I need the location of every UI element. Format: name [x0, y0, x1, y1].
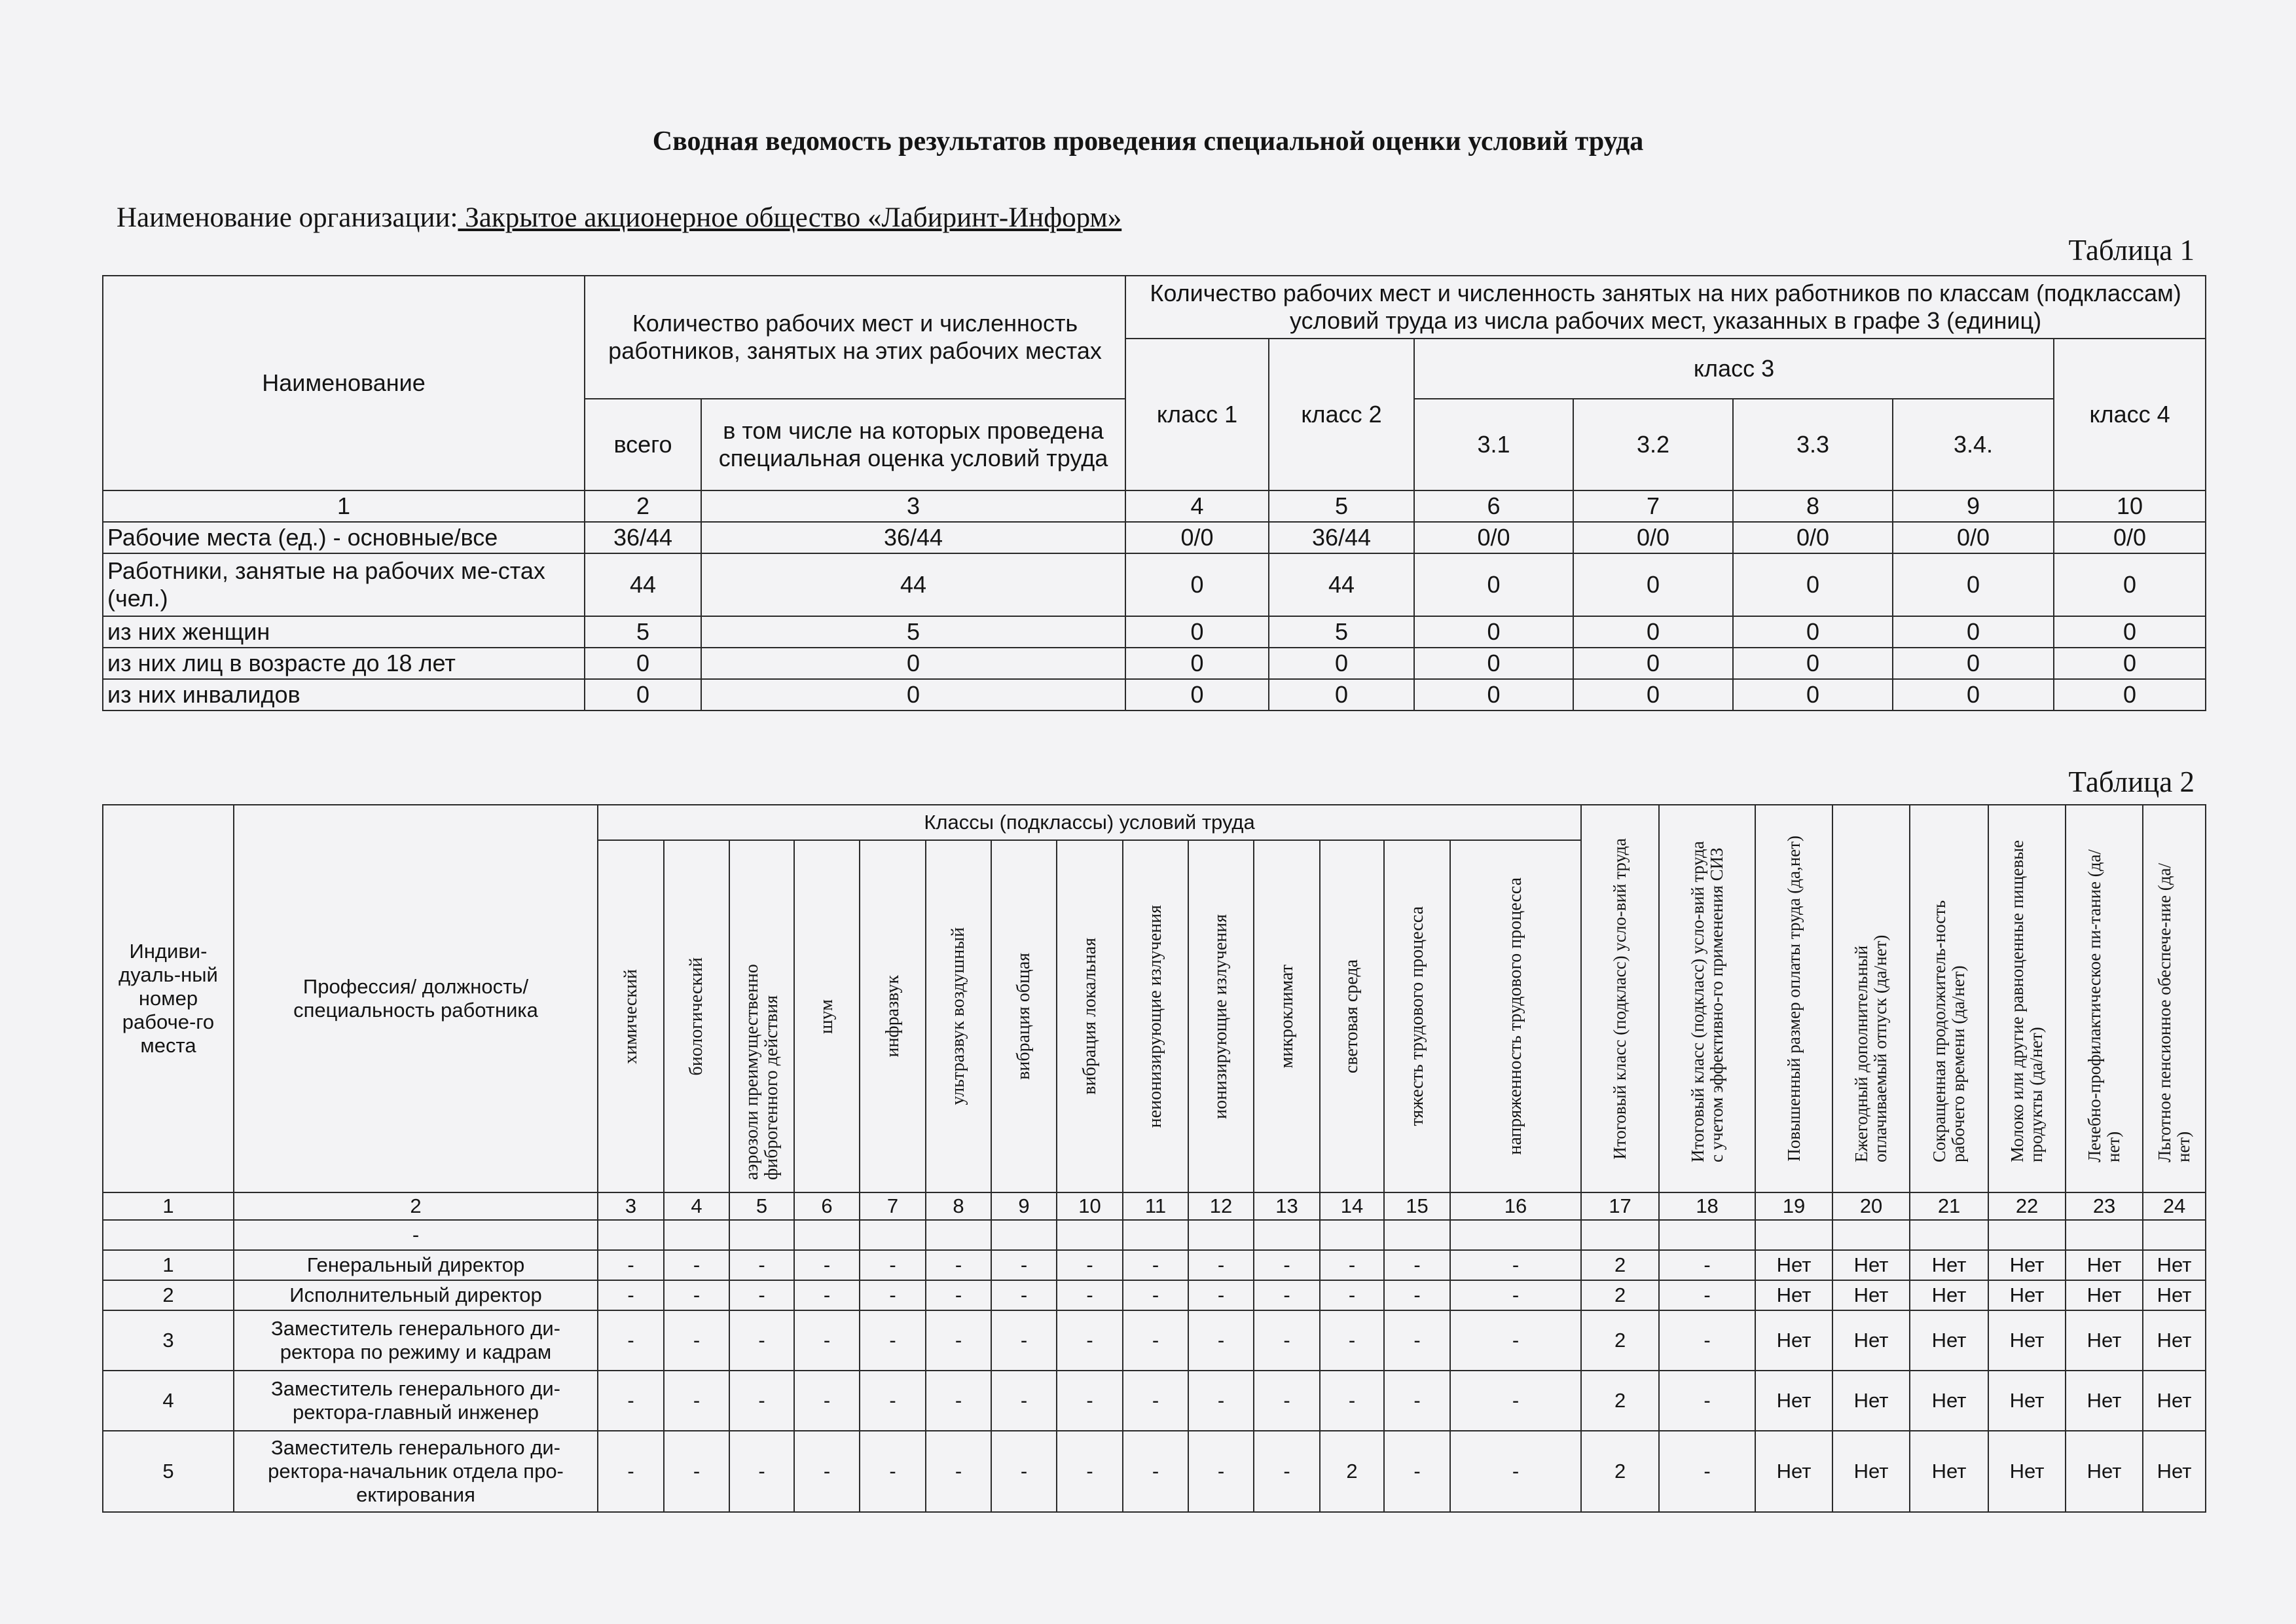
class-value: Нет [1832, 1431, 1910, 1512]
class-value: - [1659, 1371, 1755, 1431]
column-number: 15 [1384, 1192, 1450, 1220]
column-number: 13 [1254, 1192, 1320, 1220]
column-number: 4 [664, 1192, 729, 1220]
class-value: - [729, 1280, 794, 1310]
column-number: 2 [585, 490, 701, 522]
class-value: - [598, 1310, 664, 1371]
row-value: 0 [1414, 553, 1573, 616]
header-workplace-count: Количество рабочих мест и численность работников, занятых на этих рабочих местах [585, 276, 1125, 399]
section-empty [1450, 1220, 1581, 1250]
class-value: - [1188, 1371, 1254, 1431]
class-value: - [794, 1280, 860, 1310]
class-value: - [598, 1250, 664, 1280]
class-value: - [598, 1280, 664, 1310]
class-value: - [860, 1371, 926, 1431]
factor-header: аэрозоли преимущественно фиброгенного действия [729, 840, 794, 1192]
section-empty [1910, 1220, 1988, 1250]
table-row [103, 1310, 2206, 1371]
class-value: - [1057, 1371, 1123, 1431]
factor-header: вибрация локальная [1057, 840, 1123, 1192]
class-value: - [1659, 1310, 1755, 1371]
workplace-number: 5 [103, 1431, 234, 1512]
row-value: 0 [1893, 616, 2054, 648]
row-value: 0 [1573, 616, 1733, 648]
row-value: 0 [1733, 648, 1893, 679]
workplace-number: 1 [103, 1250, 234, 1280]
header-subclass-3-1: 3.1 [1414, 399, 1573, 490]
class-value: - [598, 1431, 664, 1512]
table-row [103, 522, 2206, 553]
section-empty [2066, 1220, 2143, 1250]
class-value: Нет [1910, 1431, 1988, 1512]
factor-header: тяжесть трудового процесса [1384, 840, 1450, 1192]
class-value: - [598, 1371, 664, 1431]
class-value: - [991, 1280, 1057, 1310]
class-value: - [1254, 1310, 1320, 1371]
section-empty [664, 1220, 729, 1250]
workplace-number: 4 [103, 1371, 234, 1431]
section-empty [1832, 1220, 1910, 1250]
class-value: Нет [2066, 1431, 2143, 1512]
column-number: 7 [860, 1192, 926, 1220]
class-value: - [1659, 1250, 1755, 1280]
class-value: Нет [1910, 1280, 1988, 1310]
section-empty [729, 1220, 794, 1250]
class-value: - [1123, 1280, 1188, 1310]
class-value: - [1320, 1280, 1384, 1310]
profession-name: Заместитель генерального ди-ректора по режиму и кадрам [234, 1310, 598, 1371]
class-value: - [1450, 1280, 1581, 1310]
class-value: - [729, 1250, 794, 1280]
section-empty [1755, 1220, 1832, 1250]
class-value: - [1057, 1431, 1123, 1512]
section-empty [926, 1220, 991, 1250]
class-value: Нет [1832, 1250, 1910, 1280]
class-value: - [1384, 1431, 1450, 1512]
row-value: 5 [585, 616, 701, 648]
column-number: 1 [103, 490, 585, 522]
class-value: Нет [1988, 1310, 2066, 1371]
class-value: - [991, 1310, 1057, 1371]
class-value: - [1123, 1310, 1188, 1371]
class-value: - [926, 1280, 991, 1310]
row-label: Работники, занятые на рабочих ме-стах (чел.) [103, 553, 585, 616]
row-label: Рабочие места (ед.) - основные/все [103, 522, 585, 553]
class-value: - [664, 1310, 729, 1371]
class-value: - [1254, 1371, 1320, 1431]
section-empty [1320, 1220, 1384, 1250]
factor-header: вибрация общая [991, 840, 1057, 1192]
table-row [103, 1280, 2206, 1310]
table-row [103, 553, 2206, 616]
header-profession: Профессия/ должность/ специальность работника [234, 805, 598, 1192]
section-empty [2143, 1220, 2206, 1250]
row-value: 0 [585, 648, 701, 679]
row-value: 44 [585, 553, 701, 616]
class-value: - [1384, 1371, 1450, 1431]
header-total: всего [585, 399, 701, 490]
organization-label: Наименование организации: [117, 202, 458, 233]
class-value: - [664, 1250, 729, 1280]
class-value: - [794, 1431, 860, 1512]
class-value: - [860, 1250, 926, 1280]
class-value: 2 [1581, 1310, 1659, 1371]
row-value: 5 [701, 616, 1125, 648]
class-value: Нет [1755, 1250, 1832, 1280]
row-value: 36/44 [701, 522, 1125, 553]
row-value: 0/0 [1125, 522, 1269, 553]
class-value: - [1123, 1371, 1188, 1431]
section-empty [598, 1220, 664, 1250]
table-row [103, 1250, 2206, 1280]
class-value: Нет [2143, 1280, 2206, 1310]
class-value: - [1384, 1250, 1450, 1280]
row-value: 0 [1893, 648, 2054, 679]
row-value: 0 [1269, 648, 1414, 679]
header-pension: Льготное пенсионное обеспече-ние (да/нет) [2143, 805, 2206, 1192]
row-value: 0 [2054, 648, 2206, 679]
section-empty [1188, 1220, 1254, 1250]
column-number: 9 [991, 1192, 1057, 1220]
class-value: Нет [2143, 1431, 2206, 1512]
class-value: - [1659, 1431, 1755, 1512]
class-value: - [1188, 1280, 1254, 1310]
class-value: Нет [2143, 1310, 2206, 1371]
profession-name: Заместитель генерального ди-ректора-главный инженер [234, 1371, 598, 1431]
header-therapeutic-nutrition: Лечебно-профилактическое пи-тание (да/нет) [2066, 805, 2143, 1192]
class-value: - [1057, 1280, 1123, 1310]
section-empty [1254, 1220, 1320, 1250]
class-value: 2 [1581, 1250, 1659, 1280]
class-value: - [1384, 1310, 1450, 1371]
class-value: - [1320, 1310, 1384, 1371]
row-value: 0 [1733, 679, 1893, 710]
class-value: Нет [1988, 1371, 2066, 1431]
class-value: - [991, 1371, 1057, 1431]
column-number: 6 [1414, 490, 1573, 522]
profession-name: Заместитель генерального ди-ректора-начальник отдела про-ектирования [234, 1431, 598, 1512]
row-value: 0 [1125, 616, 1269, 648]
column-number: 20 [1832, 1192, 1910, 1220]
column-number: 8 [1733, 490, 1893, 522]
header-final-class-ppe: Итоговый класс (подкласс) усло-вий труда с учетом эффективно-го применения СИЗ [1659, 805, 1755, 1192]
column-number: 10 [2054, 490, 2206, 522]
column-number: 6 [794, 1192, 860, 1220]
row-value: 0/0 [1414, 522, 1573, 553]
class-value: Нет [2066, 1371, 2143, 1431]
column-number: 11 [1123, 1192, 1188, 1220]
factor-header: неионизирующие излучения [1123, 840, 1188, 1192]
organization-line [117, 202, 1121, 234]
class-value: Нет [1832, 1310, 1910, 1371]
row-value: 0 [2054, 679, 2206, 710]
class-value: Нет [2066, 1310, 2143, 1371]
class-value: - [1254, 1280, 1320, 1310]
row-value: 0 [2054, 553, 2206, 616]
class-value: - [664, 1280, 729, 1310]
class-value: - [1659, 1280, 1755, 1310]
class-value: - [860, 1280, 926, 1310]
class-value: - [1057, 1250, 1123, 1280]
class-value: - [1450, 1250, 1581, 1280]
class-value: Нет [1755, 1431, 1832, 1512]
header-milk: Молоко или другие равноценные пищевые продукты (да/нет) [1988, 805, 2066, 1192]
header-class-1: класс 1 [1125, 339, 1269, 490]
class-value: Нет [1755, 1371, 1832, 1431]
header-subclass-3-4: 3.4. [1893, 399, 2054, 490]
factor-header: инфразвук [860, 840, 926, 1192]
column-number: 5 [729, 1192, 794, 1220]
factor-header: химический [598, 840, 664, 1192]
section-empty [991, 1220, 1057, 1250]
factor-header: напряженность трудового процесса [1450, 840, 1581, 1192]
section-empty [860, 1220, 926, 1250]
row-value: 0 [1733, 553, 1893, 616]
table1-caption: Таблица 1 [2068, 234, 2195, 267]
workplace-table [102, 804, 2206, 1513]
section-empty [794, 1220, 860, 1250]
class-value: Нет [1832, 1280, 1910, 1310]
table-row [103, 616, 2206, 648]
header-reduced-hours: Сокращенная продолжитель-ность рабочего времени (да/нет) [1910, 805, 1988, 1192]
class-value: - [1450, 1431, 1581, 1512]
class-value: - [926, 1310, 991, 1371]
row-value: 5 [1269, 616, 1414, 648]
class-value: - [1320, 1250, 1384, 1280]
row-value: 0 [1733, 616, 1893, 648]
column-number: 14 [1320, 1192, 1384, 1220]
summary-table [102, 275, 2206, 711]
row-label: из них женщин [103, 616, 585, 648]
document-title: Сводная ведомость результатов проведения специальной оценки условий труда [652, 126, 1644, 157]
row-value: 0/0 [1733, 522, 1893, 553]
row-value: 0 [1125, 648, 1269, 679]
class-value: - [926, 1371, 991, 1431]
column-number: 2 [234, 1192, 598, 1220]
section-empty [1988, 1220, 2066, 1250]
class-value: Нет [1988, 1431, 2066, 1512]
row-value: 0 [1414, 679, 1573, 710]
table-row [103, 648, 2206, 679]
class-value: - [1450, 1371, 1581, 1431]
row-value: 44 [701, 553, 1125, 616]
column-number: 17 [1581, 1192, 1659, 1220]
row-value: 0 [2054, 616, 2206, 648]
profession-name: Исполнительный директор [234, 1280, 598, 1310]
class-value: Нет [1832, 1371, 1910, 1431]
class-value: Нет [1755, 1280, 1832, 1310]
class-value: - [1057, 1310, 1123, 1371]
section-row [103, 1220, 2206, 1250]
class-value: - [794, 1310, 860, 1371]
header-assessed: в том числе на которых проведена специальная оценка условий труда [701, 399, 1125, 490]
header-name: Наименование [103, 276, 585, 490]
header-final-class: Итоговый класс (подкласс) усло-вий труда [1581, 805, 1659, 1192]
column-number: 12 [1188, 1192, 1254, 1220]
factor-header: ионизирующие излучения [1188, 840, 1254, 1192]
column-number: 7 [1573, 490, 1733, 522]
row-value: 0 [1414, 616, 1573, 648]
row-value: 0/0 [1893, 522, 2054, 553]
class-value: Нет [1910, 1371, 1988, 1431]
header-class-3: класс 3 [1414, 339, 2054, 399]
row-value: 0 [1893, 553, 2054, 616]
header-subclass-3-2: 3.2 [1573, 399, 1733, 490]
class-value: Нет [2066, 1280, 2143, 1310]
class-value: - [860, 1310, 926, 1371]
class-value: - [1188, 1310, 1254, 1371]
class-value: Нет [1988, 1250, 2066, 1280]
class-value: - [1450, 1310, 1581, 1371]
row-value: 0 [585, 679, 701, 710]
class-value: - [991, 1431, 1057, 1512]
column-number: 18 [1659, 1192, 1755, 1220]
factor-header: биологический [664, 840, 729, 1192]
class-value: Нет [1755, 1310, 1832, 1371]
row-value: 0 [701, 679, 1125, 710]
section-empty [1057, 1220, 1123, 1250]
table-row [103, 1431, 2206, 1512]
row-label: из них лиц в возрасте до 18 лет [103, 648, 585, 679]
column-number: 3 [598, 1192, 664, 1220]
factor-header: световая среда [1320, 840, 1384, 1192]
class-value: - [1123, 1250, 1188, 1280]
class-value: - [794, 1371, 860, 1431]
header-class-2: класс 2 [1269, 339, 1414, 490]
class-value: - [991, 1250, 1057, 1280]
row-value: 0 [1125, 553, 1269, 616]
class-value: - [1254, 1431, 1320, 1512]
class-value: - [729, 1431, 794, 1512]
row-value: 36/44 [585, 522, 701, 553]
class-value: - [926, 1250, 991, 1280]
class-value: Нет [2066, 1250, 2143, 1280]
class-value: Нет [1910, 1310, 1988, 1371]
column-number: 22 [1988, 1192, 2066, 1220]
class-value: - [1188, 1250, 1254, 1280]
column-number: 3 [701, 490, 1125, 522]
column-number: 21 [1910, 1192, 1988, 1220]
class-value: - [1320, 1371, 1384, 1431]
row-value: 0 [1573, 553, 1733, 616]
row-value: 0 [701, 648, 1125, 679]
factor-header: ультразвук воздушный [926, 840, 991, 1192]
row-value: 0 [1269, 679, 1414, 710]
header-class-4: класс 4 [2054, 339, 2206, 490]
class-value: - [729, 1371, 794, 1431]
row-value: 44 [1269, 553, 1414, 616]
class-value: Нет [2143, 1371, 2206, 1431]
column-number: 5 [1269, 490, 1414, 522]
header-extra-leave: Ежегодный дополнительный оплачиваемый отпуск (да/нет) [1832, 805, 1910, 1192]
row-value: 0/0 [1573, 522, 1733, 553]
factor-header: микроклимат [1254, 840, 1320, 1192]
class-value: 2 [1581, 1431, 1659, 1512]
column-number: 4 [1125, 490, 1269, 522]
workplace-number: 3 [103, 1310, 234, 1371]
class-value: - [729, 1310, 794, 1371]
column-number: 8 [926, 1192, 991, 1220]
class-value: - [1254, 1250, 1320, 1280]
header-increased-pay: Повышенный размер оплаты труда (да,нет) [1755, 805, 1832, 1192]
section-empty [1123, 1220, 1188, 1250]
row-value: 0 [1414, 648, 1573, 679]
class-value: - [860, 1431, 926, 1512]
header-subclass-3-3: 3.3 [1733, 399, 1893, 490]
class-value: - [1123, 1431, 1188, 1512]
section-empty [1659, 1220, 1755, 1250]
class-value: 2 [1320, 1431, 1384, 1512]
column-number: 10 [1057, 1192, 1123, 1220]
organization-name: Закрытое акционерное общество «Лабиринт-Информ» [458, 202, 1122, 233]
column-number: 1 [103, 1192, 234, 1220]
factor-header: шум [794, 840, 860, 1192]
header-workplace-id: Индиви-дуаль-ный номер рабоче-го места [103, 805, 234, 1192]
class-value: - [664, 1371, 729, 1431]
section-empty [103, 1220, 234, 1250]
row-value: 0/0 [2054, 522, 2206, 553]
column-number: 24 [2143, 1192, 2206, 1220]
header-class-distribution: Количество рабочих мест и численность занятых на них работников по классам (подклассам) условий труда из числа рабочих мест, указанных в графе 3 (единиц) [1125, 276, 2206, 339]
class-value: 2 [1581, 1371, 1659, 1431]
class-value: - [794, 1250, 860, 1280]
section-empty [1581, 1220, 1659, 1250]
row-value: 0 [1573, 679, 1733, 710]
table2-caption: Таблица 2 [2068, 766, 2195, 798]
row-value: 0 [1893, 679, 2054, 710]
row-value: 0 [1573, 648, 1733, 679]
column-number: 9 [1893, 490, 2054, 522]
class-value: Нет [1910, 1250, 1988, 1280]
class-value: 2 [1581, 1280, 1659, 1310]
class-value: Нет [2143, 1250, 2206, 1280]
row-value: 36/44 [1269, 522, 1414, 553]
section-label: - [234, 1220, 598, 1250]
class-value: - [926, 1431, 991, 1512]
class-value: - [1188, 1431, 1254, 1512]
column-number: 19 [1755, 1192, 1832, 1220]
column-number: 16 [1450, 1192, 1581, 1220]
header-working-conditions-classes: Классы (подклассы) условий труда [598, 805, 1581, 840]
workplace-number: 2 [103, 1280, 234, 1310]
section-empty [1384, 1220, 1450, 1250]
row-value: 0 [1125, 679, 1269, 710]
row-label: из них инвалидов [103, 679, 585, 710]
class-value: - [664, 1431, 729, 1512]
column-number: 23 [2066, 1192, 2143, 1220]
class-value: - [1384, 1280, 1450, 1310]
profession-name: Генеральный директор [234, 1250, 598, 1280]
class-value: Нет [1988, 1280, 2066, 1310]
table-row [103, 1371, 2206, 1431]
table-row [103, 679, 2206, 710]
